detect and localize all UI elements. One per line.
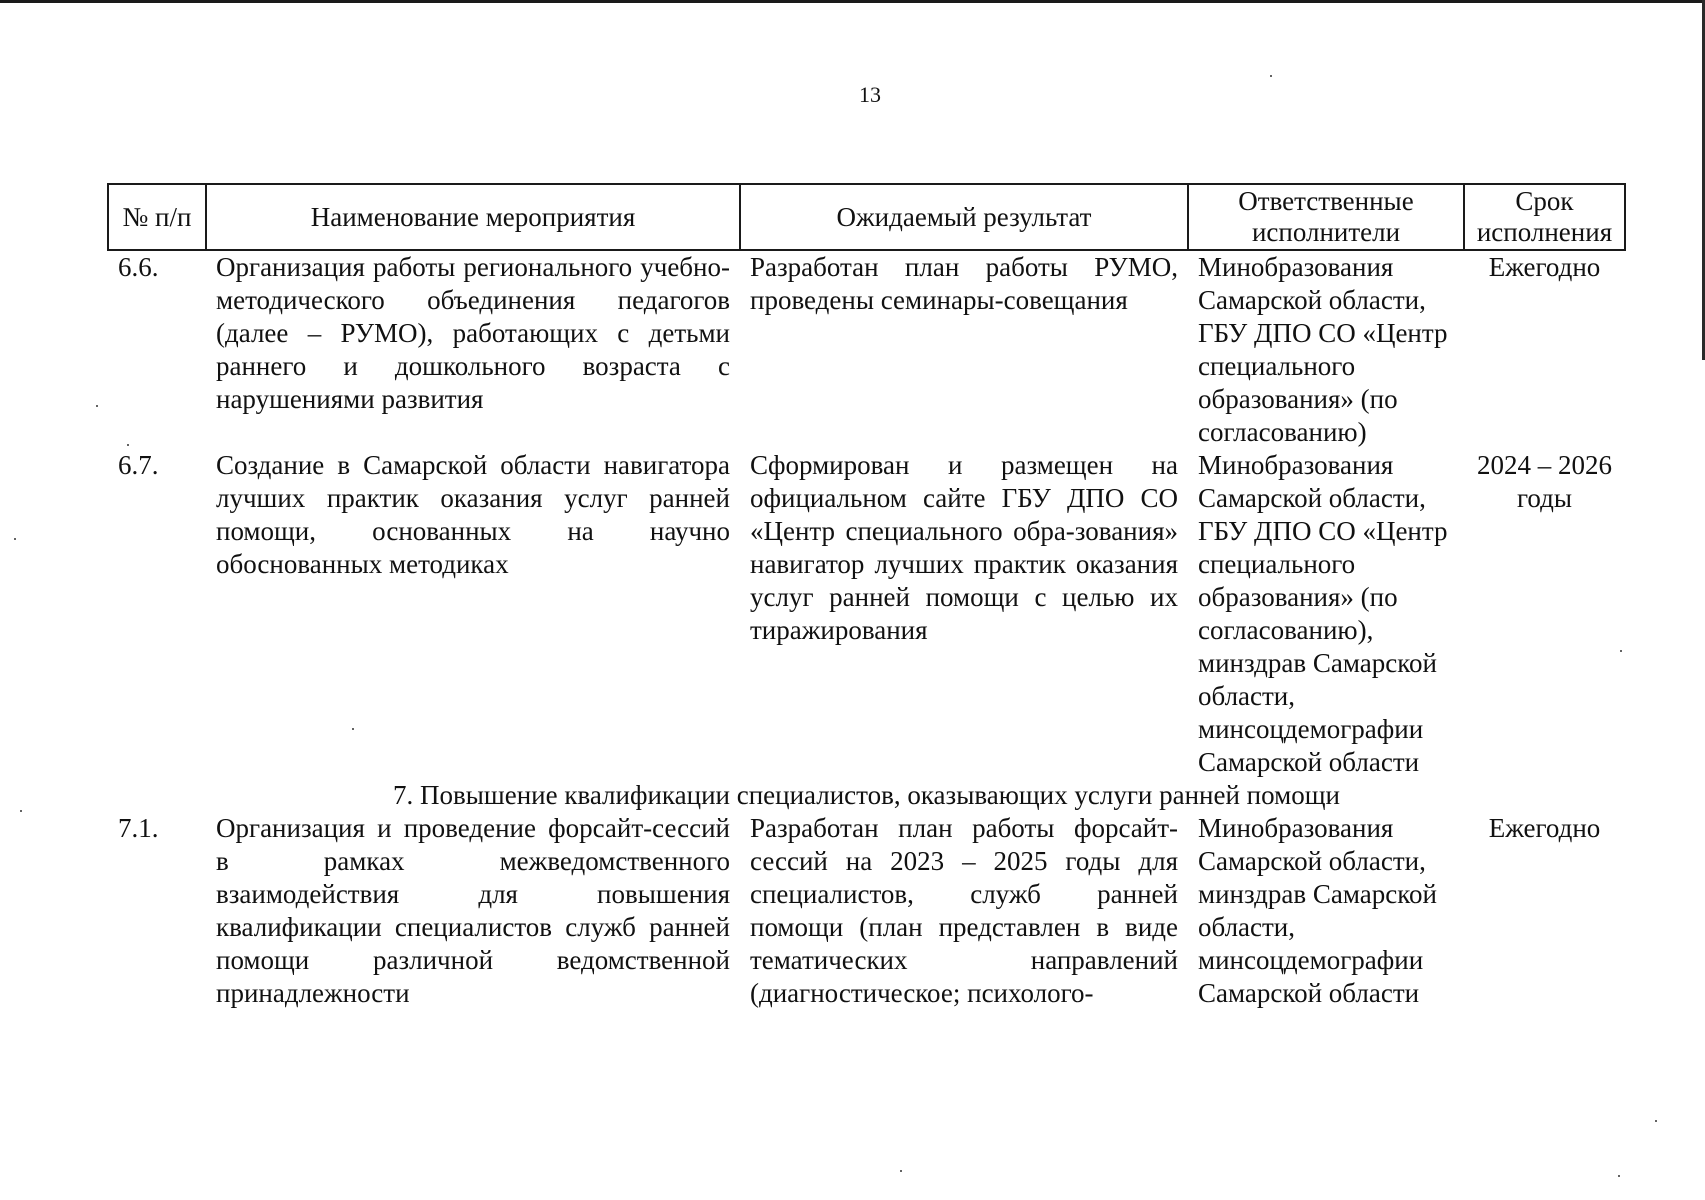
header-name: Наименование мероприятия [206, 184, 740, 250]
row-term: Ежегодно [1488, 252, 1601, 282]
table-row [108, 449, 1625, 779]
section-title: 7. Повышение квалификации специалистов, оказывающих услуги ранней помощи [393, 780, 1340, 810]
row-number: 6.6. [118, 252, 159, 282]
row-executors: Минобразования Самарской области, ГБУ ДПО СО «Центр специального образования» (по согласованию) [1198, 252, 1448, 447]
row-number: 6.7. [118, 450, 159, 480]
scan-speck [1655, 1120, 1657, 1122]
scan-speck [900, 1170, 902, 1172]
header-number: № п/п [108, 184, 206, 250]
scan-speck [1618, 1175, 1620, 1177]
scan-speck [14, 538, 16, 540]
table-row [108, 250, 1625, 449]
row-name: Создание в Самарской области навигатора лучших практик оказания услуг ранней помощи, основанных на научно обоснованных методиках [216, 450, 730, 579]
row-number: 7.1. [118, 813, 159, 843]
row-name: Организация и проведение форсайт-сессий в рамках межведомственного взаимодействия для повышения квалификации специалистов служб ранней помощи различной ведомственной принадлежности [216, 813, 730, 1008]
document-sheet [107, 183, 1624, 1010]
header-executors: Ответственные исполнители [1188, 184, 1464, 250]
row-name: Организация работы регионального учебно-методического объединения педагогов (далее – РУМО), работающих с детьми раннего и дошкольного возраста с нарушениями развития [216, 252, 730, 414]
scan-top-edge [0, 0, 1705, 3]
row-term: 2024 – 2026 годы [1477, 450, 1612, 513]
row-result: Сформирован и размещен на официальном сайте ГБУ ДПО СО «Центр специального обра-зования» навигатор лучших практик оказания услуг ранней помощи с целью их тиражирования [750, 450, 1178, 645]
row-result: Разработан план работы РУМО, проведены семинары-совещания [750, 252, 1178, 315]
page-number: 13 [859, 82, 881, 107]
table-row [108, 812, 1625, 1010]
row-executors: Минобразования Самарской области, ГБУ ДПО СО «Центр специального образования» (по согласованию), минздрав Самарской области, минсоцдемографии Самарской области [1198, 450, 1448, 777]
header-term: Срок исполнения [1464, 184, 1625, 250]
header-result: Ожидаемый результат [740, 184, 1188, 250]
row-executors: Минобразования Самарской области, минздрав Самарской области, минсоцдемографии Самарской области [1198, 813, 1437, 1008]
row-term: Ежегодно [1488, 813, 1601, 843]
scan-speck [1270, 75, 1272, 77]
scan-speck [127, 444, 129, 446]
scan-speck [96, 405, 98, 407]
scan-speck [20, 810, 22, 812]
activities-table [107, 183, 1626, 1010]
scan-speck [352, 728, 354, 730]
row-result: Разработан план работы форсайт-сессий на 2023 – 2025 годы для специалистов, служб ранней помощи (план представлен в виде тематических направлений (диагностическое; психолого- [750, 813, 1178, 1008]
section-heading-row [108, 779, 1625, 812]
table-header [108, 184, 1625, 250]
scan-speck [1620, 650, 1622, 652]
